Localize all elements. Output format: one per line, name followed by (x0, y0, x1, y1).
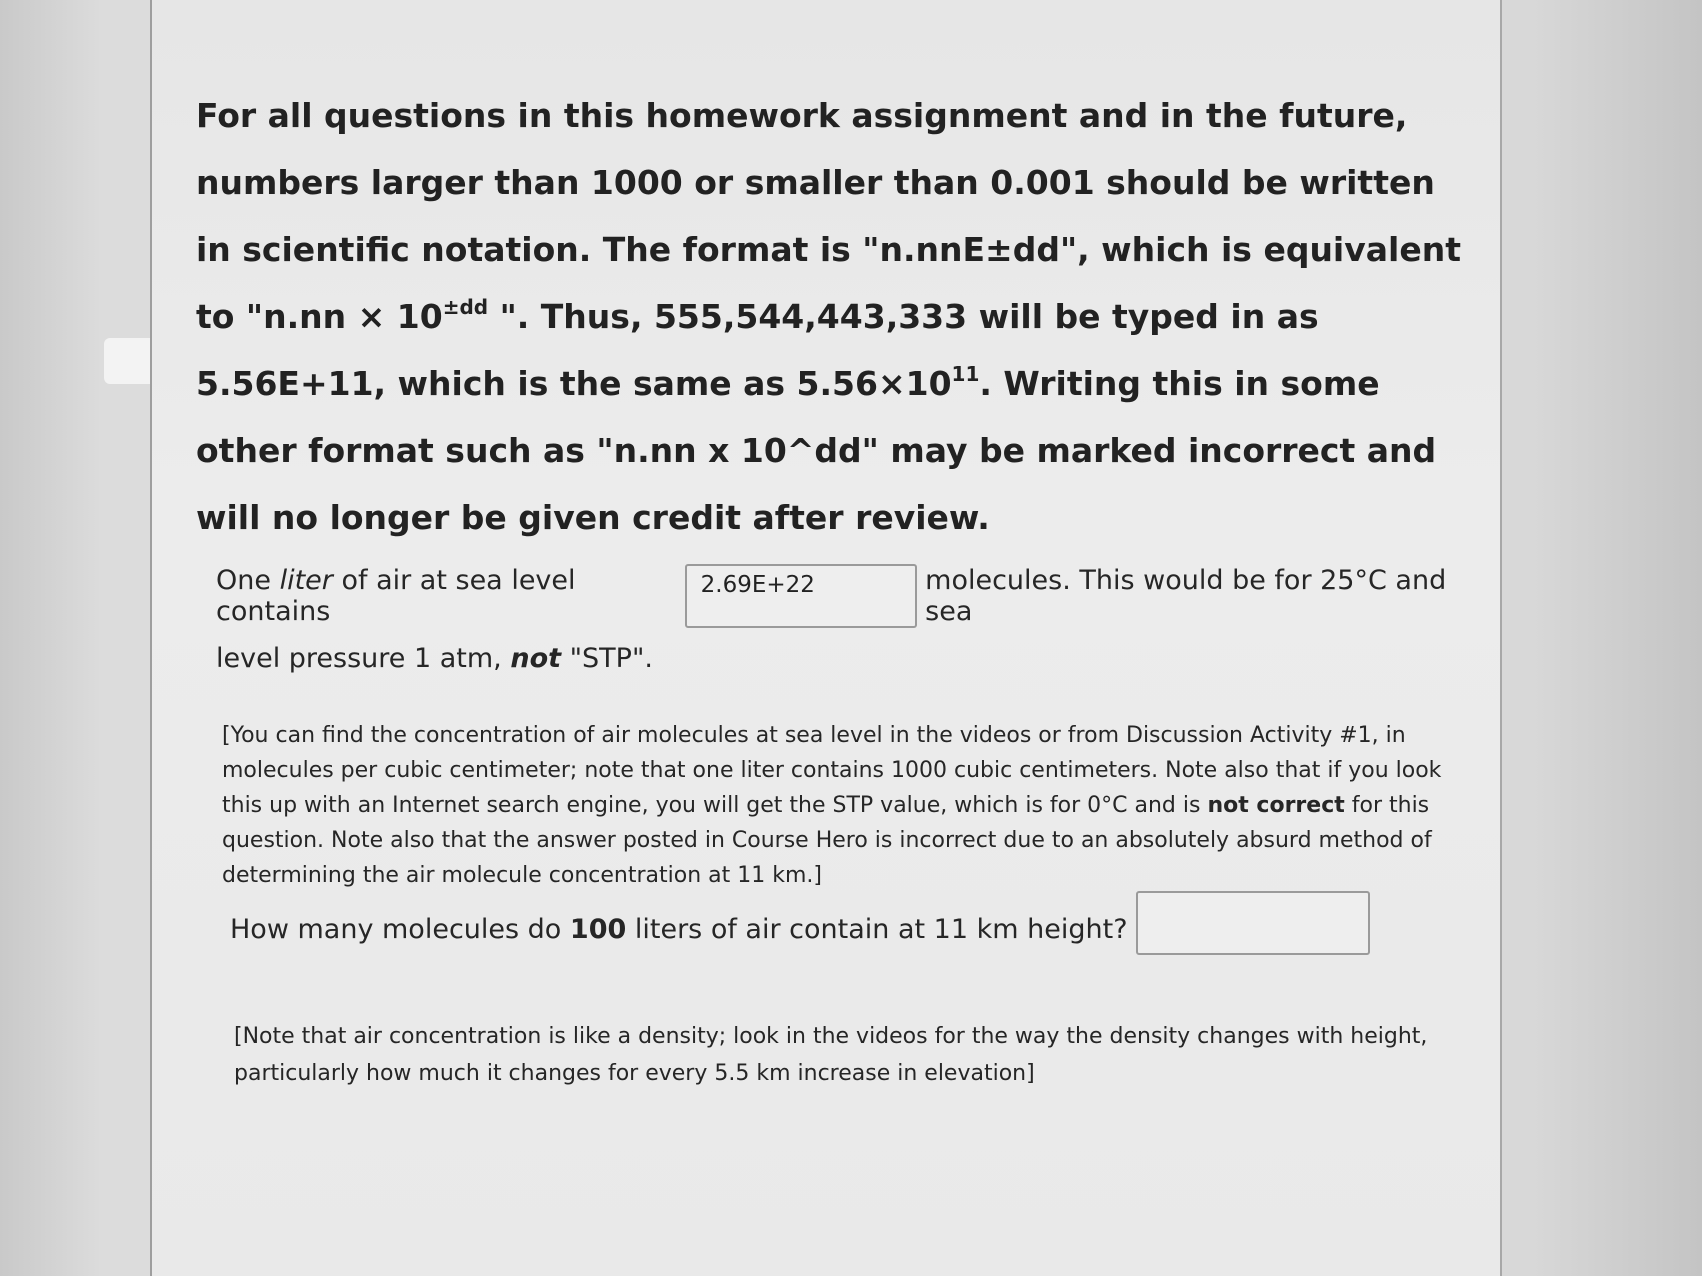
notice-superscript-1: ±dd (442, 295, 489, 319)
question-2-text-b: liters of air contain at 11 km height? (626, 913, 1128, 945)
question-1-text-a: One (216, 565, 280, 596)
question-1-liter-emphasis: liter (279, 565, 333, 596)
question-2-hint: [Note that air concentration is like a density; look in the videos for the way the density changes with height, particularly how much it changes for every 5.5 km increase in elevation] (234, 1024, 1428, 1086)
question-2 (230, 903, 1430, 955)
question-2-answer-input[interactable] (1136, 891, 1370, 955)
question-1-hint (222, 718, 1472, 893)
notice-superscript-2: 11 (951, 362, 980, 386)
question-1 (216, 563, 1476, 679)
question-1-text-b: of air at sea level contains (216, 565, 576, 627)
notice-text-2: ". Thus, 555,544,443,333 will be typed in as 5.56E+11, which is the same as 5.56×10 (196, 297, 1319, 403)
hint-1-not-correct: not correct (1207, 793, 1345, 818)
question-1-answer-value: 2.69E+22 (700, 572, 815, 598)
hint-1-text-a: [You can find the concentration of air molecules at sea level in the videos or from Discussion Activity #1, in molecules per cubic centimeter; note that one liter contains 1000 cubic centimeters. Note also that if you look this up with an Internet search engine, you will get the STP value, which is for 0°C and is (222, 723, 1442, 818)
scientific-notation-notice (196, 82, 1466, 551)
question-2-text (230, 914, 1128, 945)
question-1-suffix: molecules. This would be for 25°C and sea (925, 565, 1447, 627)
hint-1-text-b: for this question. Note also that the answer posted in Course Hero is incorrect due to an absolutely absurd method of determining the air molecule concentration at 11 km.] (222, 793, 1432, 888)
question-1-text-d: "STP". (561, 643, 653, 674)
question-2-quantity: 100 (569, 913, 627, 945)
question-1-line-2 (216, 639, 1476, 679)
notice-text-3: . Writing this in some other format such as "n.nn x 10^dd" may be marked incorrect and will no longer be given credit after review. (196, 364, 1437, 537)
question-1-prefix (216, 565, 677, 627)
question-2-text-a: How many molecules do (230, 913, 570, 945)
question-1-text-c: level pressure 1 atm, (216, 643, 511, 674)
question-1-not-emphasis: not (510, 643, 562, 674)
homework-page (150, 0, 1502, 1276)
question-1-answer-input[interactable] (685, 564, 918, 628)
notice-text-1: For all questions in this homework assignment and in the future, numbers larger than 1000 or smaller than 0.001 should be written in scientific notation. The format is "n.nnE±dd", which is equivalent to "n.nn × 10 (196, 96, 1461, 336)
